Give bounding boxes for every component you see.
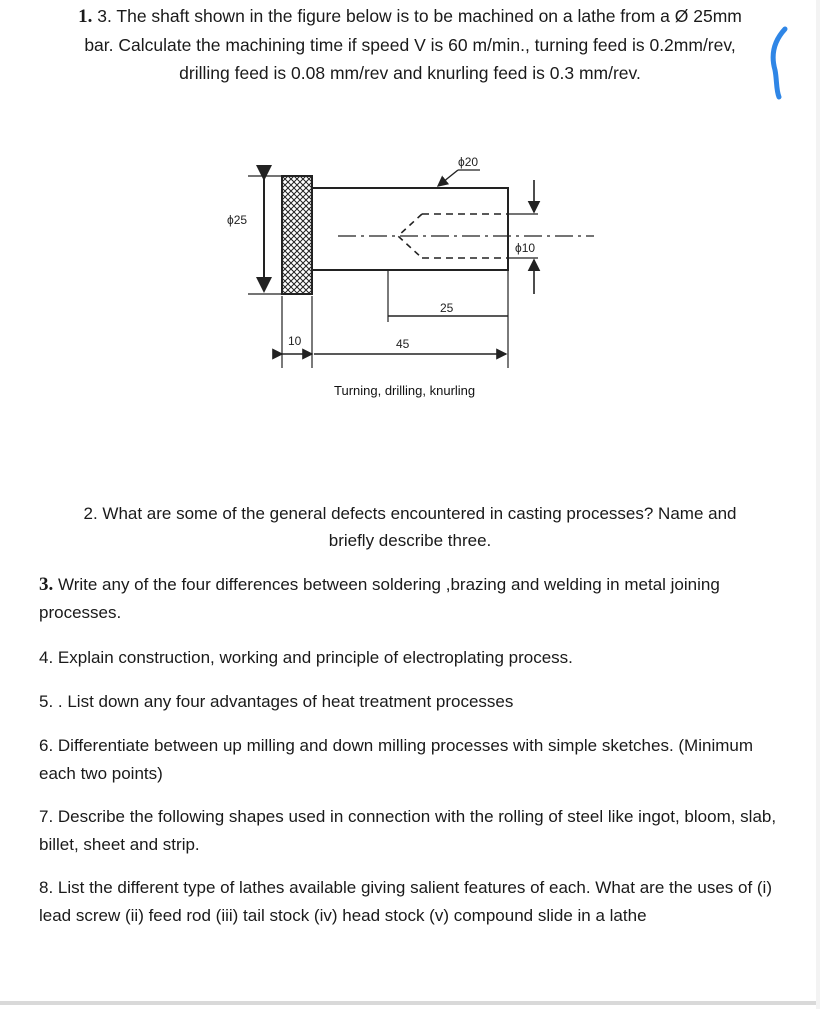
dim-25-label: 25 (440, 301, 454, 315)
page-bottom-edge (0, 1001, 816, 1005)
question-5: 5. . List down any four advantages of heat treatment processes (39, 692, 514, 711)
question-2-line-2: briefly describe three. (328, 531, 492, 550)
shaft-figure (222, 146, 602, 406)
question-3 (39, 571, 779, 627)
dim-45 (314, 322, 508, 368)
dim-phi20-label: ϕ20 (458, 155, 479, 169)
question-3-text: Write any of the four differences between soldering ,brazing and welding in metal joining processes. (39, 575, 720, 622)
figure-caption: Turning, drilling, knurling (334, 383, 476, 398)
question-1-line-1 (30, 2, 790, 31)
question-7: 7. Describe the following shapes used in connection with the rolling of steel like ingot, bloom, slab, billet, sheet and strip. (39, 807, 777, 854)
page-right-edge (816, 0, 820, 1009)
dim-phi10-label: ϕ10 (515, 241, 536, 255)
dim-10-label: 10 (288, 334, 302, 348)
question-2-line-1: 2. What are some of the general defects encountered in casting processes? Name and (83, 504, 737, 523)
dim-10 (282, 296, 312, 368)
blue-bracket-mark (766, 26, 788, 100)
turned-section (312, 188, 508, 270)
dim-phi25-label: ϕ25 (227, 213, 248, 227)
knurled-section (282, 176, 312, 294)
question-8: 8. List the different type of lathes available giving salient features of each. What are the uses of (i) lead screw (ii) feed rod (iii) tail stock (iv) head stock (v) compound slide in a lathe (39, 878, 772, 925)
question-2 (30, 500, 790, 554)
question-1 (30, 2, 790, 87)
dim-45-label: 45 (396, 337, 410, 351)
question-4: 4. Explain construction, working and principle of electroplating process. (39, 648, 573, 667)
question-6: 6. Differentiate between up milling and down milling processes with simple sketches. (Minimum each two points) (39, 736, 753, 783)
question-1-line-2: bar. Calculate the machining time if speed V is 60 m/min., turning feed is 0.2mm/rev, (84, 35, 736, 55)
question-1-line-3: drilling feed is 0.08 mm/rev and knurling feed is 0.3 mm/rev. (179, 63, 641, 83)
question-1-number: 1. (78, 6, 93, 27)
dim-phi20 (438, 155, 480, 186)
dim-phi10 (508, 180, 550, 294)
dim-25 (388, 270, 508, 322)
question-1-line-1-text: 3. The shaft shown in the figure below is to be machined on a lathe from a Ø 25mm (97, 6, 742, 26)
question-3-number: 3. (39, 574, 54, 595)
shaft-drawing (222, 146, 602, 406)
dim-phi25 (226, 176, 282, 294)
